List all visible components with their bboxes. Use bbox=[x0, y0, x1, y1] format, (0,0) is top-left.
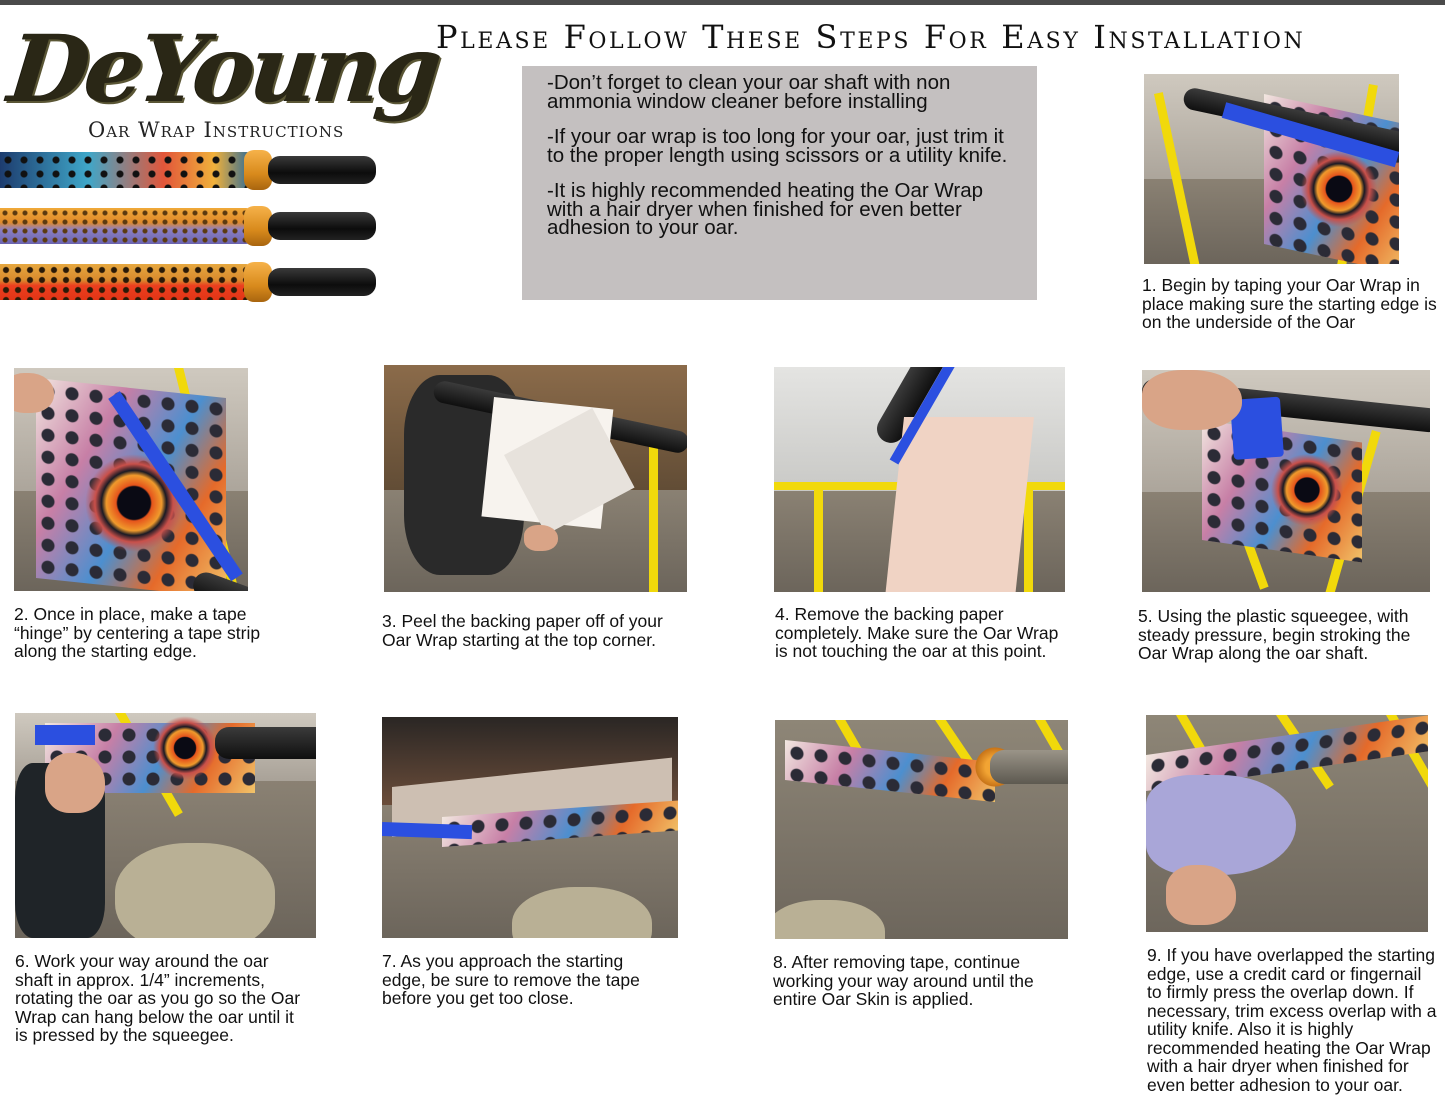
brand-subtitle: Oar Wrap Instructions bbox=[88, 118, 345, 142]
step-8-photo bbox=[775, 720, 1068, 939]
tip-hair-dryer: -It is highly recommended heating the Oar Wrap with a hair dryer when finished for even better adhesion to your oar. bbox=[547, 179, 984, 239]
tips-box bbox=[522, 66, 1037, 300]
step-6-photo bbox=[15, 713, 316, 938]
step-2-photo bbox=[14, 368, 248, 591]
step-7-photo bbox=[382, 717, 678, 938]
step-3-caption: 3. Peel the backing paper off of your Oar Wrap starting at the top corner. bbox=[382, 611, 663, 650]
top-border bbox=[0, 0, 1445, 5]
step-2-caption: 2. Once in place, make a tape “hinge” by centering a tape strip along the starting edge. bbox=[14, 604, 261, 661]
oar-illustration-blue bbox=[0, 150, 378, 190]
tip-trim-length: -If your oar wrap is too long for your oar, just trim it to the proper length using scissors or a utility knife. bbox=[547, 125, 1008, 167]
page-heading: Please Follow These Steps For Easy Installation bbox=[436, 18, 1306, 56]
brand-logo: DeYoung bbox=[4, 15, 444, 123]
step-3-photo bbox=[384, 365, 687, 592]
step-6-caption: 6. Work your way around the oar shaft in approx. 1/4” increments, rotating the oar as you go so the Oar Wrap can hang below the oar until it is pressed by the squeegee. bbox=[15, 951, 301, 1045]
step-5-caption: 5. Using the plastic squeegee, with steady pressure, begin stroking the Oar Wrap along the oar shaft. bbox=[1138, 606, 1411, 663]
step-8-caption: 8. After removing tape, continue working your way around until the entire Oar Skin is applied. bbox=[773, 952, 1034, 1009]
step-4-caption: 4. Remove the backing paper completely. Make sure the Oar Wrap is not touching the oar at this point. bbox=[775, 604, 1059, 661]
step-9-photo bbox=[1146, 715, 1428, 932]
step-5-photo bbox=[1142, 370, 1430, 592]
oar-illustration-red bbox=[0, 262, 378, 302]
oar-illustration-orange bbox=[0, 206, 378, 246]
tip-clean-shaft: -Don’t forget to clean your oar shaft with non ammonia window cleaner before installing bbox=[547, 71, 951, 113]
step-7-caption: 7. As you approach the starting edge, be sure to remove the tape before you get too close. bbox=[382, 951, 640, 1008]
step-4-photo bbox=[774, 367, 1065, 592]
step-9-caption: 9. If you have overlapped the starting edge, use a credit card or fingernail to firmly press the overlap down. If necessary, trim excess overlap with a utility knife. Also it is highly recommended heating the Oar Wrap with a hair dryer when finished for even better adhesion to your oar. bbox=[1147, 945, 1437, 1095]
step-1-photo bbox=[1144, 74, 1399, 264]
step-1-caption: 1. Begin by taping your Oar Wrap in place making sure the starting edge is on the underside of the Oar bbox=[1142, 275, 1437, 332]
